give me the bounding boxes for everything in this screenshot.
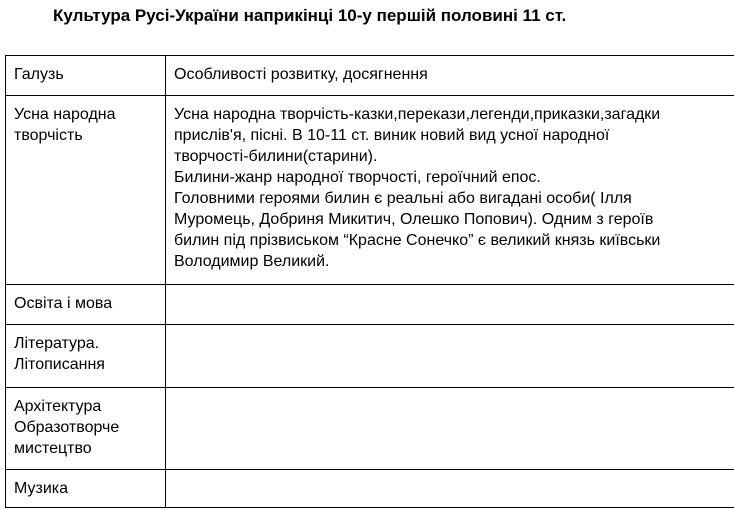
desc-cell-music [166, 470, 734, 508]
field-cell-education [6, 285, 166, 325]
field-line: мистецтво [14, 440, 92, 457]
field-cell-literature [6, 325, 166, 388]
table-row-music [6, 470, 734, 508]
field-cell-folklore [6, 96, 166, 285]
field-line: Музика [14, 480, 69, 497]
desc-line: Муромець, Добриня Микитич, Олешко Попович). Одним з героїв [174, 211, 654, 228]
desc-cell-education [166, 285, 734, 325]
desc-line: Головними героями билин є реальні або вигадані особи( Ілля [174, 190, 632, 207]
header-cell-field: Галузь [6, 56, 166, 96]
field-line: Усна народна [14, 106, 116, 123]
page-title: Культура Русі-України наприкінці 10-у першій половині 11 ст. [53, 6, 567, 25]
desc-line: билин під прізвиськом “Красне Сонечко” є великий князь київськи [174, 232, 661, 249]
field-cell-music [6, 470, 166, 508]
desc-cell-architecture [166, 388, 734, 470]
table-header-row [6, 56, 734, 96]
desc-cell-literature [166, 325, 734, 388]
header-cell-features: Особливості розвитку, досягнення [166, 56, 734, 96]
field-line: Архітектура [14, 398, 102, 415]
desc-line: Усна народна творчість-казки,перекази,легенди,приказки,загадки [174, 106, 661, 123]
field-line: Література. [14, 335, 100, 352]
table-row-literature [6, 325, 734, 388]
culture-table [5, 55, 734, 508]
desc-cell-folklore [166, 96, 734, 285]
desc-line: творчості-билини(старини). [174, 148, 378, 165]
table-row-architecture [6, 388, 734, 470]
field-line: творчість [14, 127, 83, 144]
desc-line: прислів'я, пісні. В 10-11 ст. виник новий вид усної народної [174, 127, 610, 144]
field-line: Літописання [14, 356, 105, 373]
field-line: Образотворче [14, 419, 120, 436]
field-cell-architecture [6, 388, 166, 470]
field-line: Освіта і мова [14, 295, 113, 312]
desc-line: Билини-жанр народної творчості, героїчний епос. [174, 169, 541, 186]
table-row-education [6, 285, 734, 325]
desc-line: Володимир Великий. [174, 253, 330, 270]
table-row-folklore [6, 96, 734, 285]
